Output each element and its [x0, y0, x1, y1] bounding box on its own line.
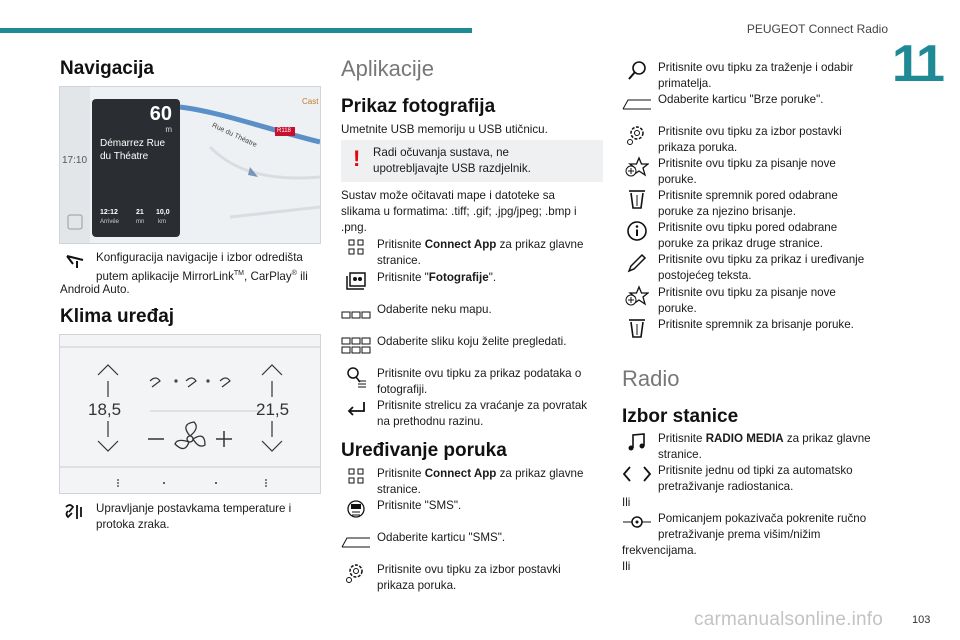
- radio-heading: Radio: [622, 366, 680, 391]
- t3-line2: pretraživanje prema višim/nižim: [658, 528, 821, 541]
- msg-step-connect-app: [341, 466, 603, 498]
- photo-heading: Prikaz fotografija: [341, 96, 496, 117]
- msg-step-delete: [622, 188, 884, 220]
- r2-text: Odaberite karticu "Brze poruke".: [658, 93, 824, 106]
- r4-line1: Pritisnite ovu tipku za pisanje nove: [658, 157, 836, 170]
- msg-step1-bold: Connect App: [424, 467, 497, 480]
- t1-line2: stranice.: [658, 448, 702, 461]
- step1-text-post: za prikaz glavne: [496, 238, 584, 251]
- warning-exclamation-icon: !: [353, 146, 361, 171]
- r3-line1: Pritisnite ovu tipku za izbor postavki: [658, 125, 842, 138]
- r5-line1: Pritisnite spremnik pored odabrane: [658, 189, 838, 202]
- watermark: carmanualsonline.info: [694, 609, 884, 630]
- clima-caption-line2: protoka zraka.: [96, 518, 170, 531]
- nav-heading: Navigacija: [60, 58, 154, 79]
- registered-symbol: ®: [291, 270, 297, 277]
- image-grid-icon: [341, 334, 371, 356]
- photo-step-connect-app: [341, 237, 603, 269]
- road-badge: R118: [277, 128, 291, 134]
- msg-step2-text: Pritisnite "SMS".: [377, 499, 462, 512]
- msg-step-delete-2: [622, 317, 854, 339]
- photo-step-back: [341, 398, 603, 430]
- step5-text-line2: fotografiji.: [377, 383, 428, 396]
- msg-step-sms-tab: [341, 530, 505, 558]
- apps-heading: Aplikacije: [341, 56, 434, 81]
- nav-caption-line3: Android Auto.: [60, 283, 130, 296]
- step3-text: Odaberite neku mapu.: [377, 303, 492, 316]
- app-grid-icon: [341, 237, 371, 259]
- sms-icon: [341, 498, 371, 520]
- map-road-label: Rue du Théatre: [210, 122, 258, 149]
- eta-time: 12:12: [100, 209, 118, 216]
- or-label-2: Ili: [622, 560, 631, 573]
- step6-text-line1: Pritisnite strelicu za vraćanje za povratak: [377, 399, 588, 412]
- settings-gear-icon: [622, 124, 652, 146]
- header-accent-bar: [0, 28, 472, 33]
- page-number: 103: [912, 614, 931, 626]
- msg-step3-text: Odaberite karticu "SMS".: [377, 531, 506, 544]
- r7-line2: postojećeg teksta.: [658, 269, 752, 282]
- climate-fan-icon: [60, 501, 90, 523]
- nav-caption-row: [60, 250, 324, 285]
- back-arrow-icon: [341, 398, 371, 420]
- r1-line1: Pritisnite ovu tipku za traženje i odabir: [658, 61, 854, 74]
- msg-step4-line2: prikaza poruka.: [377, 579, 457, 592]
- photo-step-folder: [341, 302, 492, 332]
- msg-step4-line1: Pritisnite ovu tipku za izbor postavki: [377, 563, 561, 576]
- app-grid-icon: [341, 466, 371, 488]
- speed-limit-value: 60: [149, 103, 172, 125]
- tab-icon: [341, 536, 371, 558]
- clima-heading: Klima uređaj: [60, 306, 175, 327]
- formats-line1: Sustav može očitavati mape i datoteke sa: [341, 189, 555, 202]
- street-instruction: Démarrez Rue du Théatre: [100, 138, 166, 162]
- climate-screenshot: [59, 334, 321, 494]
- chapter-number: 11: [892, 35, 943, 93]
- step6-text-line2: na prethodnu razinu.: [377, 415, 484, 428]
- nav-caption-line2: putem aplikacije MirrorLink: [96, 269, 234, 283]
- navigation-screenshot: [59, 86, 321, 244]
- search-icon: [622, 60, 652, 82]
- r4-line2: poruke.: [658, 173, 697, 186]
- photo-info-icon: [341, 366, 371, 388]
- info-icon: [622, 220, 652, 242]
- msg-step1-line2: stranice.: [377, 483, 421, 496]
- pencil-icon: [622, 252, 652, 274]
- trash-icon: [622, 188, 652, 210]
- navigation-arrow-icon: [60, 250, 90, 272]
- r5-line2: poruke za njezino brisanje.: [658, 205, 796, 218]
- new-message-star-icon: [622, 285, 652, 307]
- warning-box: [341, 140, 603, 182]
- r8-line1: Pritisnite ovu tipku za pisanje nove: [658, 286, 836, 299]
- step1-text-pre: Pritisnite: [377, 238, 425, 251]
- step2-text-bold: Fotografije: [428, 271, 489, 284]
- step2-text-pre: Pritisnite ": [377, 271, 429, 284]
- photo-step-image: [341, 334, 566, 356]
- map-label-castle: Cast: [302, 97, 319, 106]
- msg-step-search-recipient: [622, 60, 884, 92]
- msg-step-info: [622, 220, 884, 252]
- trademark-symbol: TM: [233, 270, 244, 277]
- or-label-1: Ili: [622, 496, 631, 509]
- r3-line2: prikaza poruka.: [658, 141, 738, 154]
- step1-text-line2: stranice.: [377, 254, 421, 267]
- step2-text-post: ".: [488, 271, 497, 284]
- eta-minutes: 21: [136, 209, 144, 216]
- formats-line2: slikama u formatima: .tiff; .gif; .jpg/jpeg; .bmp i: [341, 205, 577, 218]
- temperature-right: 21,5: [256, 400, 290, 419]
- station-heading: Izbor stanice: [622, 406, 739, 427]
- eta-label: Arrivée: [100, 219, 120, 225]
- t2-line2: pretraživanje radiostanica.: [658, 480, 794, 493]
- clock-readout: 17:10: [62, 155, 88, 166]
- clima-caption-line1: Upravljanje postavkama temperature i: [96, 502, 292, 515]
- slider-knob-icon: [622, 511, 652, 533]
- folder-row-icon: [341, 310, 371, 332]
- t1-post: za prikaz glavne: [783, 432, 871, 445]
- r7-line1: Pritisnite ovu tipku za prikaz i uređivanje: [658, 253, 865, 266]
- step4-text: Odaberite sliku koju želite pregledati.: [377, 335, 567, 348]
- messages-heading: Uređivanje poruka: [341, 440, 507, 461]
- running-title: PEUGEOT Connect Radio: [746, 22, 888, 36]
- r6-line1: Pritisnite ovu tipku pored odabrane: [658, 221, 838, 234]
- eta-distance-label: km: [158, 219, 166, 225]
- music-note-icon: [622, 431, 652, 453]
- msg-step-edit: [622, 252, 884, 284]
- photo-step-photos: [341, 270, 496, 292]
- r6-line2: poruke za prikaz druge stranice.: [658, 237, 823, 250]
- radio-step-manual: [622, 511, 884, 543]
- eta-minutes-label: mn: [136, 219, 145, 225]
- msg-step-settings-2: [622, 124, 884, 156]
- trash-icon: [622, 317, 652, 339]
- guidance-panel: [92, 99, 180, 237]
- t1-pre: Pritisnite: [658, 432, 706, 445]
- eta-distance: 10,0: [156, 209, 170, 216]
- msg-step-new-message-2: [622, 285, 884, 317]
- msg-step1-post: za prikaz glavne: [496, 467, 584, 480]
- speed-unit: m: [165, 125, 172, 134]
- chevron-left-right-icon: [622, 463, 652, 485]
- t2-line1: Pritisnite jednu od tipki za automatsko: [658, 464, 853, 477]
- step1-text-bold: Connect App: [424, 238, 497, 251]
- warning-line1: Radi očuvanja sustava, ne: [373, 146, 509, 159]
- photo-intro: Umetnite USB memoriju u USB utičnicu.: [341, 123, 548, 136]
- radio-step-media: [622, 431, 884, 463]
- nav-caption-carplay: , CarPlay: [244, 269, 292, 283]
- t3-line1: Pomicanjem pokazivača pokrenite ručno: [658, 512, 867, 525]
- msg-step-settings: [341, 562, 603, 594]
- settings-gear-icon: [341, 562, 371, 584]
- r1-line2: primatelja.: [658, 77, 712, 90]
- t3-line3: frekvencijama.: [622, 544, 697, 557]
- msg-step-sms: [341, 498, 461, 520]
- warning-line2: upotrebljavajte USB razdjelnik.: [373, 162, 531, 175]
- formats-line3: .png.: [341, 221, 367, 234]
- radio-step-auto-search: [622, 463, 884, 495]
- nav-caption-line1: Konfiguracija navigacije i izbor odredišta: [96, 251, 303, 264]
- msg-step-new-message: [622, 156, 884, 188]
- tab-icon: [622, 98, 652, 120]
- new-message-star-icon: [622, 156, 652, 178]
- clima-caption-row: [60, 501, 324, 533]
- temperature-left: 18,5: [88, 400, 122, 419]
- photo-step-info: [341, 366, 603, 398]
- msg-step1-pre: Pritisnite: [377, 467, 425, 480]
- msg-step-quick-tab: [622, 92, 823, 120]
- nav-caption-or: ili: [296, 269, 308, 283]
- step5-text-line1: Pritisnite ovu tipku za prikaz podataka o: [377, 367, 582, 380]
- r9-text: Pritisnite spremnik za brisanje poruke.: [658, 318, 854, 331]
- photos-icon: [341, 270, 371, 292]
- t1-bold: RADIO MEDIA: [705, 432, 784, 445]
- r8-line2: poruke.: [658, 302, 697, 315]
